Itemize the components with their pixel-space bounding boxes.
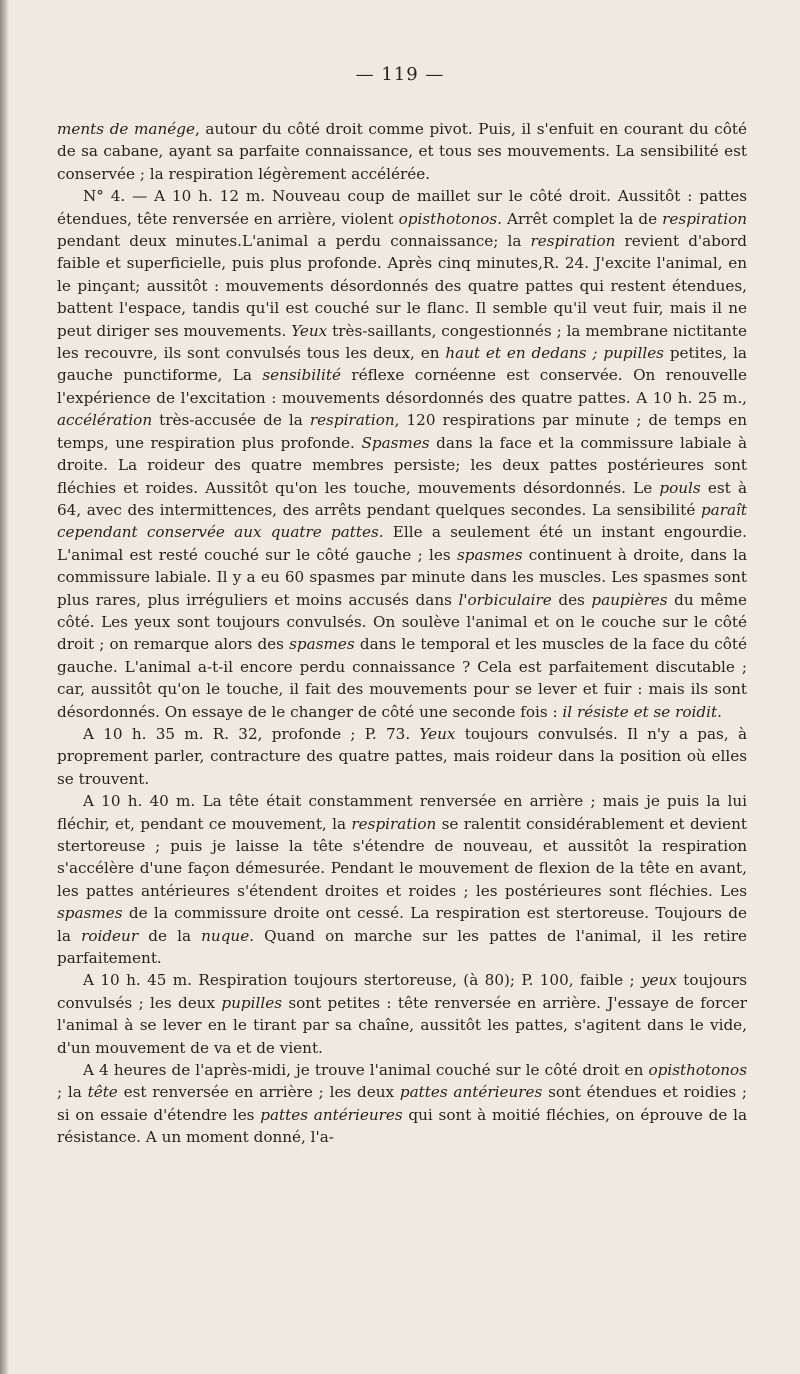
italic-term: respiration	[662, 209, 747, 228]
italic-term: l'orbiculaire	[458, 590, 552, 609]
page-number: — 119 —	[355, 64, 445, 85]
text-run: petites, la gauche punctiforme, La	[57, 344, 747, 385]
paragraph-4	[57, 790, 747, 969]
italic-term: nuque	[201, 926, 250, 945]
italic-term: paraît cependant conservée aux quatre pattes	[57, 500, 747, 542]
italic-term: opisthotonos	[648, 1061, 747, 1080]
italic-term: spasmes	[289, 635, 355, 654]
italic-term: respiration	[309, 411, 395, 430]
text-run: A 10 h. 45 m. Respiration toujours stertoreuse, (à 80); P. 100, faible ;	[83, 971, 641, 990]
italic-term: sensibilité	[262, 366, 341, 385]
text-run: qui sont à moitié fléchies, on éprouve de la résistance. A un moment donné, l'a-	[57, 1105, 747, 1147]
text-run: est renversée en arrière ; les deux	[117, 1083, 400, 1102]
text-run: des	[551, 590, 592, 609]
paragraph-3	[57, 723, 747, 790]
text-run: très-accusée de la	[152, 411, 310, 430]
text-run: de la commissure droite ont cessé. La respiration est stertoreuse. Toujours de la	[57, 904, 747, 945]
italic-term: il résiste et se roidit	[562, 702, 718, 721]
text-run: A 4 heures de l'après-midi, je trouve l'animal couché sur le côté droit en	[83, 1061, 649, 1080]
text-run: A 10 h. 35 m. R. 32, profonde ; P. 73.	[83, 724, 420, 743]
paragraph-1	[57, 118, 747, 185]
text-run: N° 4. — A 10 h. 12 m. Nouveau coup de maillet sur le côté droit. Aussitôt : pattes étendues, tête renversée en arrière, violent	[57, 187, 747, 228]
italic-term: respiration	[530, 232, 616, 251]
text-run: toujours convulsés. Il n'y a pas, à proprement parler, contracture des quatre pattes, mais roideur dans la position où elles se trouvent.	[57, 724, 747, 788]
italic-term: roideur	[81, 926, 139, 945]
italic-term: spasmes	[456, 545, 523, 564]
text-run: .	[717, 702, 722, 721]
paragraph-5	[57, 969, 747, 1059]
text-run: sont étendues et roidies ; si on essaie d'étendre les	[57, 1083, 748, 1124]
text-run: A 10 h. 40 m. La tête était constamment renversée en arrière ; mais je puis la lui fléchir, et, pendant ce mouvement, la	[57, 792, 747, 833]
text-run: réflexe cornéenne est conservée. On renouvelle l'expérience de l'excitation : mouvements désordonnés des quatre pattes. A 10 h. 25 m.,	[57, 366, 747, 407]
paragraph-6	[57, 1059, 747, 1149]
italic-term: spasmes	[57, 904, 123, 923]
text-run: ; la	[57, 1083, 88, 1102]
text-run: très-saillants, congestionnés ; la membrane nictitante les recouvre, ils sont convulsés tous les deux, en	[57, 321, 747, 363]
text-run: continuent à droite, dans la commissure labiale. Il y a eu 60 spasmes par minute dans les muscles. Les spasmes sont plus rares, plus irréguliers et moins accusés dans	[57, 545, 748, 609]
text-run: se ralentit considérablement et devient stertoreuse ; puis je laisse la tête s'étendre de nouveau, et aussitôt la respiration s'accélère d'une façon démesurée. Pendant le mouvement de flexion de la tête en avant, les pattes antérieures s'étendent droites et roides ; les postérieures sont fléchies. Les	[57, 814, 747, 900]
italic-term: tête	[87, 1083, 118, 1102]
text-run: pendant deux minutes.L'animal a perdu connaissance; la	[57, 232, 531, 251]
italic-term: ments de manége	[57, 120, 195, 138]
text-run: dans le temporal et les muscles de la face du côté gauche. L'animal a-t-il encore perdu connaissance ? Cela est parfaitement discutable ; car, aussitôt qu'on le touche, il fait des mouvements pour se lever et fuir : mais ils sont désordonnés. On essaye de le changer de côté une seconde fois :	[57, 635, 747, 721]
italic-term: respiration	[351, 814, 437, 833]
italic-term: haut et en dedans ; pupilles	[445, 344, 664, 363]
text-run: , autour du côté droit comme pivot. Puis, il s'enfuit en courant du côté de sa cabane, ayant sa parfaite connaissance, et tous ses mouvements. La sensibilité est conservée ; la respiration légèrement accélérée.	[57, 120, 747, 183]
italic-term: yeux	[640, 971, 677, 990]
italic-term: pattes antérieures	[399, 1083, 543, 1102]
italic-term: pouls	[659, 478, 701, 497]
paragraph-2	[57, 185, 747, 723]
italic-term: opisthotonos	[398, 209, 498, 228]
italic-term: Spasmes	[361, 433, 430, 452]
italic-term: pattes antérieures	[260, 1105, 403, 1124]
italic-term: Yeux	[419, 724, 456, 743]
italic-term: accélération	[57, 411, 153, 430]
text-run: . Quand on marche sur les pattes de l'animal, il les retire parfaitement.	[57, 926, 747, 968]
text-run: . Elle a seulement été un instant engourdie. L'animal est resté couché sur le côté gauche ; les	[57, 523, 747, 564]
text-run: de la	[138, 926, 202, 945]
text-run: . Arrêt complet la de	[497, 209, 663, 228]
text-run: du même côté. Les yeux sont toujours convulsés. On soulève l'animal et on le couche sur le côté droit ; on remarque alors des	[57, 590, 747, 654]
text-run: sont petites : tête renversée en arrière. J'essaye de forcer l'animal à se lever en le tirant par sa chaîne, aussitôt les pattes, s'agitent dans le vide, d'un mouvement de va et de vient.	[57, 993, 747, 1057]
page-binding-shadow	[0, 0, 9, 1374]
text-run: , 120 respirations par minute ; de temps en temps, une respiration plus profonde.	[57, 411, 747, 452]
italic-term: paupières	[591, 590, 668, 609]
body-text	[57, 118, 747, 1149]
text-run: dans la face et la commissure labiale à droite. La roideur des quatre membres persiste; les deux pattes postérieures sont fléchies et roides. Aussitôt qu'on les touche, mouvements désordonnés. Le	[57, 433, 747, 497]
italic-term: pupilles	[221, 993, 283, 1012]
text-run: revient d'abord faible et superficielle, puis plus profonde. Après cinq minutes,R. 24. J'excite l'animal, en le pinçant; aussitôt : mouvements désordonnés des quatre pattes qui restent étendues, battent l'espace, tandis qu'il est couché sur le flanc. Il semble qu'il veut fuir, mais il ne peut diriger ses mouvements.	[57, 232, 747, 340]
text-run: est à 64, avec des intermittences, des arrêts pendant quelques secondes. La sensibilité	[57, 478, 747, 519]
text-run: toujours convulsés ; les deux	[57, 971, 747, 1012]
italic-term: Yeux	[291, 321, 328, 340]
